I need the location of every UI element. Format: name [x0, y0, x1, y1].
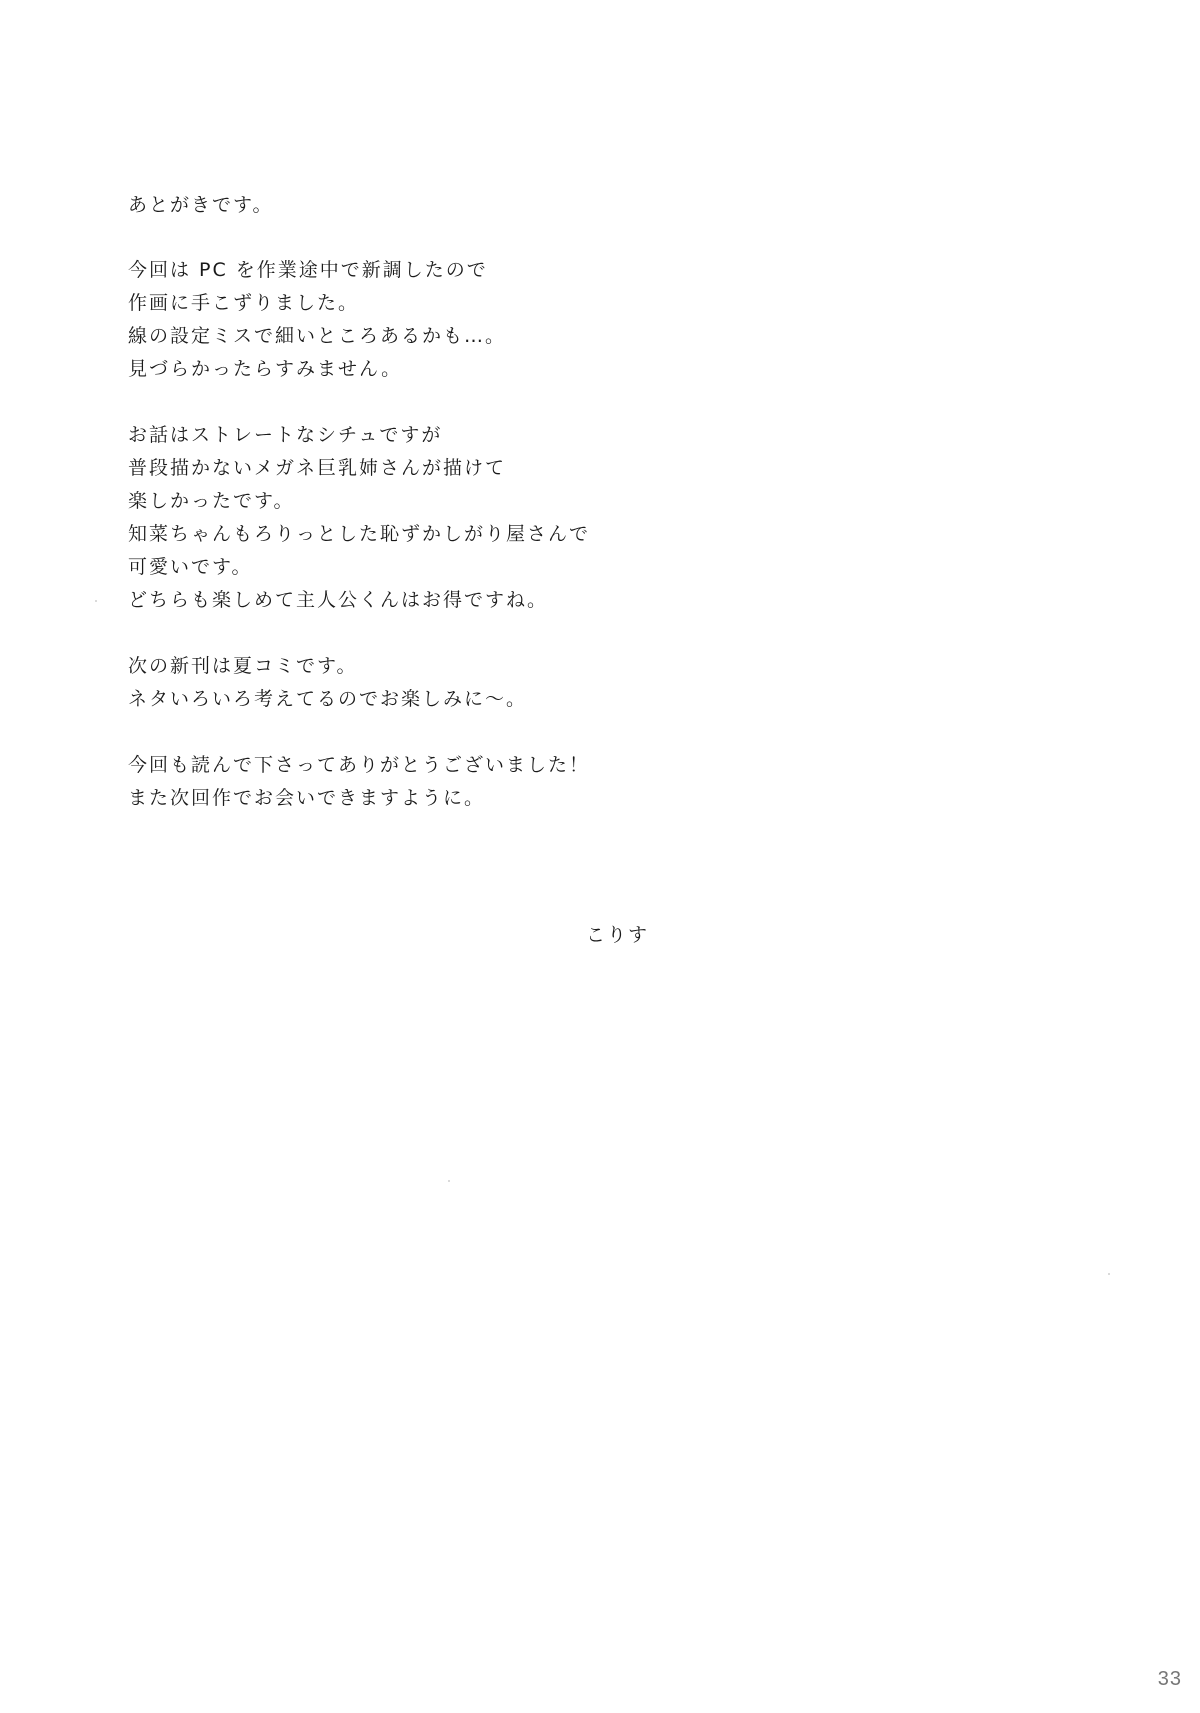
text-line: 可愛いです。: [128, 556, 253, 578]
text-line: 次の新刊は夏コミです。: [128, 655, 358, 677]
signature: こりす: [586, 924, 650, 946]
text-line: ネタいろいろ考えてるのでお楽しみに～。: [128, 688, 528, 710]
text-line: どちらも楽しめて主人公くんはお得ですね。: [128, 589, 549, 611]
page-number: 33: [1157, 1668, 1182, 1690]
text-line: 普段描かないメガネ巨乳姉さんが描けて: [128, 457, 507, 479]
dust-speck: [95, 600, 97, 602]
text-line: お話はストレートなシチュですが: [128, 424, 443, 446]
dust-speck: [1108, 1273, 1110, 1275]
text-line: 楽しかったです。: [128, 490, 295, 512]
dust-speck: [448, 1180, 450, 1182]
text-line: 今回も読んで下さってありがとうございました！: [128, 754, 591, 776]
text-line: 作画に手こずりました。: [128, 292, 360, 314]
text-line: 今回は PC を作業途中で新調したので: [128, 259, 488, 281]
text-line: 見づらかったらすみません。: [128, 358, 403, 380]
text-line: 線の設定ミスで細いところあるかも…。: [128, 325, 507, 347]
text-line: あとがきです。: [128, 194, 274, 216]
text-line: 知菜ちゃんもろりっとした恥ずかしがり屋さんで: [128, 523, 591, 545]
text-line: また次回作でお会いできますように。: [128, 787, 486, 809]
